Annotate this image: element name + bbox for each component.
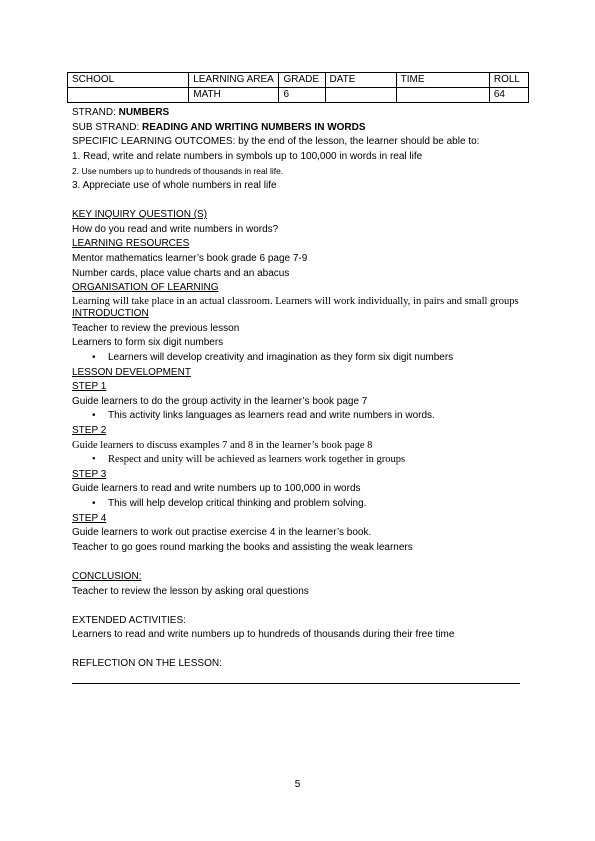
development-heading: LESSON DEVELOPMENT [72,366,191,378]
step-4-title: STEP 4 [72,512,107,524]
header-label-school: SCHOOL [68,73,189,88]
header-value-date [325,88,396,103]
extended-heading: EXTENDED ACTIVITIES: [72,614,186,626]
organisation-heading: ORGANISATION OF LEARNING [72,282,219,294]
step-2-bullet [72,453,527,468]
spacer [72,194,527,209]
step-1-title: STEP 1 [72,381,107,393]
extended-text: Learners to read and write numbers up to hundreds of thousands during their free time [72,629,455,641]
conclusion-text: Teacher to review the lesson by asking oral questions [72,585,309,597]
sub-strand-label: SUB STRAND: [72,121,143,133]
header-label-time: TIME [396,73,489,88]
step-1-bullet-text: This activity links languages as learners read and write numbers in words. [108,410,435,422]
step-1-text: Guide learners to do the group activity in the learner’s book page 7 [72,395,368,407]
step-3-text: Guide learners to read and write numbers up to 100,000 in words [72,483,361,495]
introduction-heading: INTRODUCTION [72,308,149,320]
step-3-bullet [72,497,527,512]
resource-item-2: Number cards, place value charts and an abacus [72,267,290,279]
bullet-icon: • [92,497,96,509]
introduction-bullet-text: Learners will develop creativity and imagination as they form six digit numbers [108,352,454,363]
strand-line [72,106,527,121]
introduction-bullet [72,351,527,366]
step-4-text: Guide learners to work out practise exercise 4 in the learner’s book. [72,527,372,539]
header-value-time [396,88,489,103]
spacer [72,555,527,570]
bullet-icon: • [92,352,96,363]
header-label-row [68,73,529,88]
bullet-icon: • [92,410,96,422]
organisation-text: Learning will take place in an actual classroom. Learners will work individually, in pairs and small groups [72,295,519,307]
lesson-header-table [67,72,529,103]
bullet-icon: • [92,454,96,466]
header-label-grade: GRADE [279,73,325,88]
inquiry-question: How do you read and write numbers in words? [72,223,279,235]
header-value-learning-area: MATH [189,88,279,103]
header-value-grade: 6 [279,88,325,103]
step-3-bullet-text: This will help develop critical thinking and problem solving. [108,497,367,509]
resources-heading: LEARNING RESOURCES [72,238,190,250]
outcome-item-2: 2. Use numbers up to hundreds of thousands in real life. [72,166,284,177]
spacer [72,599,527,614]
header-label-date: DATE [325,73,396,88]
header-label-learning-area: LEARNING AREA [189,73,279,88]
inquiry-heading: KEY INQUIRY QUESTION (S) [72,209,208,221]
header-value-roll: 64 [489,88,528,103]
step-2-text: Guide learners to discuss examples 7 and 8 in the learner’s book page 8 [72,439,373,451]
header-label-roll: ROLL [489,73,528,88]
step-2-title: STEP 2 [72,424,107,436]
lesson-plan-body [72,106,527,684]
step-2-bullet-text: Respect and unity will be achieved as learners work together in groups [108,454,406,466]
introduction-line-2: Learners to form six digit numbers [72,337,224,349]
outcomes-intro: SPECIFIC LEARNING OUTCOMES: by the end of the lesson, the learner should be able to: [72,136,480,148]
resource-item-1: Mentor mathematics learner’s book grade 6 page 7-9 [72,252,308,264]
sub-strand-value: READING AND WRITING NUMBERS IN WORDS [142,121,366,133]
reflection-heading: REFLECTION ON THE LESSON: [72,658,222,670]
step-3-title: STEP 3 [72,468,107,480]
page-number: 5 [294,779,301,790]
introduction-line-1: Teacher to review the previous lesson [72,322,240,334]
header-value-row [68,88,529,103]
reflection-answer-line [72,683,520,684]
strand-label: STRAND: [72,107,119,118]
step-1-bullet [72,409,527,424]
header-value-school [68,88,189,103]
step-4-extra: Teacher to go goes round marking the books and assisting the weak learners [72,541,413,553]
strand-value: NUMBERS [118,107,170,118]
conclusion-heading: CONCLUSION: [72,570,142,582]
outcome-item-1: 1. Read, write and relate numbers in symbols up to 100,000 in words in real life [72,150,423,162]
spacer [72,643,527,658]
outcome-item-3: 3. Appreciate use of whole numbers in real life [72,179,277,191]
sub-strand-line [72,121,527,136]
